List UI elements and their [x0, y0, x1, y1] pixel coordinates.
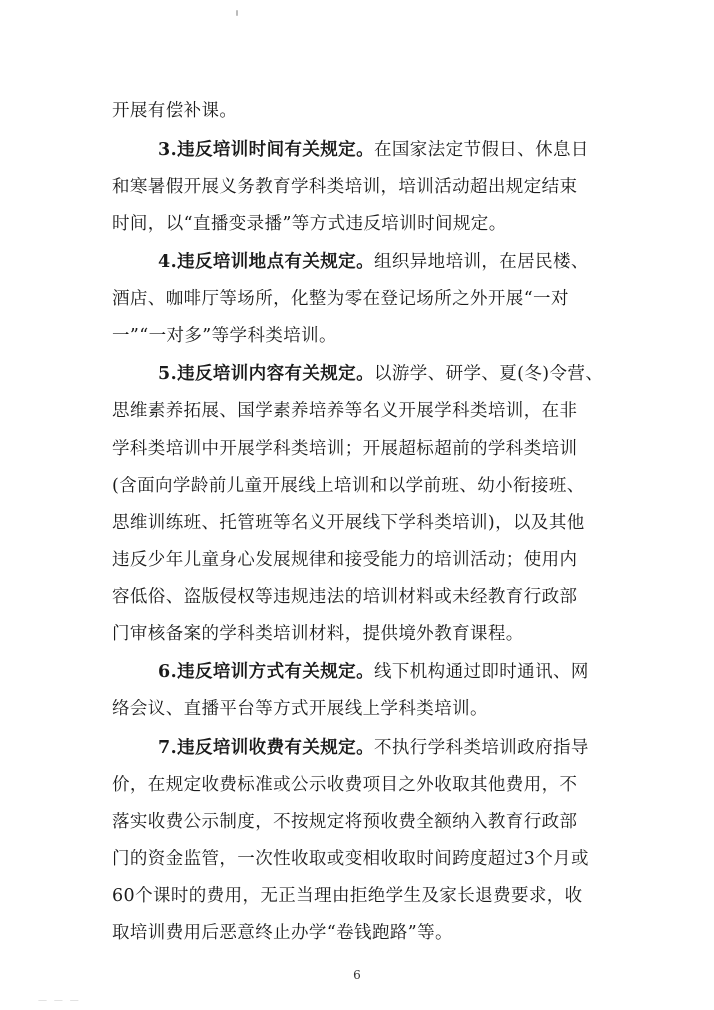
text-line: [112, 698, 488, 720]
line-text: 时间，以“直播变录播”等方式违反培训时间规定。: [112, 214, 507, 234]
text-line: [112, 288, 569, 310]
line-text: 违反少年儿童身心发展规律和接受能力的培训活动；使用内: [112, 550, 578, 570]
line-text: 门的资金监管，一次性收取或变相收取时间跨度超过3个月或: [112, 849, 589, 869]
text-line: [112, 885, 583, 907]
text-line: [112, 475, 585, 497]
line-text: 以游学、研学、夏(冬)令营、: [373, 364, 604, 384]
line-text: 落实收费公示制度，不按规定将预收费全额纳入教育行政部: [112, 812, 578, 832]
text-line: [112, 811, 577, 833]
line-text: 取培训费用后恶意终止办学“卷钱跑路”等。: [112, 923, 453, 943]
line-text: 一”“一对多”等学科类培训。: [112, 326, 337, 346]
line-text: 思维素养拓展、国学素养培养等名义开展学科类培训，在非: [112, 401, 578, 421]
section-6-paragraph-start: [158, 661, 589, 683]
text-line: [112, 438, 577, 460]
section-7-heading: 7.违反培训收费有关规定。: [158, 738, 374, 758]
text-line: [112, 623, 524, 645]
page-number: 6: [353, 968, 361, 982]
section-6-heading: 6.违反培训方式有关规定。: [158, 662, 374, 682]
line-text: 和寒暑假开展义务教育学科类培训，培训活动超出规定结束: [112, 177, 578, 197]
line-text: 不执行学科类培训政府指导: [373, 738, 589, 758]
line-text: 60个课时的费用，无正当理由拒绝学生及家长退费要求，收: [112, 886, 583, 906]
line-text: 组织异地培训，在居民楼、: [373, 252, 589, 272]
text-line: [112, 213, 507, 235]
text-line: [112, 176, 577, 198]
text-line: [112, 586, 577, 608]
text-line: [112, 774, 577, 796]
section-7-paragraph-start: [158, 737, 589, 759]
line-text: 学科类培训中开展学科类培训；开展超标超前的学科类培训: [112, 439, 578, 459]
line-text: 在国家法定节假日、休息日: [373, 140, 589, 160]
line-text: (含面向学龄前儿童开展线上培训和以学前班、幼小衔接班、: [112, 476, 585, 496]
text-line: [112, 922, 453, 944]
text-line: [112, 325, 337, 347]
line-text: 络会议、直播平台等方式开展线上学科类培训。: [112, 699, 488, 719]
text-line: [112, 400, 577, 422]
text-line: [112, 549, 577, 571]
line-text: 门审核备案的学科类培训材料，提供境外教育课程。: [112, 624, 524, 644]
text-line: [112, 512, 585, 534]
line-text: 容低俗、盗版侵权等违规违法的培训材料或未经教育行政部: [112, 587, 578, 607]
line-text: 线下机构通过即时通讯、网: [373, 662, 589, 682]
scan-mark: — — —: [38, 996, 81, 1006]
line-text: 思维训练班、托管班等名义开展线下学科类培训)，以及其他: [112, 513, 585, 533]
section-4-paragraph-start: [158, 251, 589, 273]
line-text: 开展有偿补课。: [112, 101, 238, 121]
section-3-heading: 3.违反培训时间有关规定。: [158, 140, 374, 160]
line-text: 酒店、咖啡厅等场所，化整为零在登记场所之外开展“一对: [112, 289, 569, 309]
section-5-heading: 5.违反培训内容有关规定。: [158, 364, 374, 384]
scan-speck: [236, 10, 238, 16]
line-text: 价，在规定收费标准或公示收费项目之外收取其他费用，不: [112, 775, 578, 795]
section-5-paragraph-start: [158, 363, 603, 385]
section-3-paragraph-start: [158, 139, 589, 161]
text-line: [112, 100, 237, 122]
section-4-heading: 4.违反培训地点有关规定。: [158, 252, 374, 272]
text-line: [112, 848, 589, 870]
